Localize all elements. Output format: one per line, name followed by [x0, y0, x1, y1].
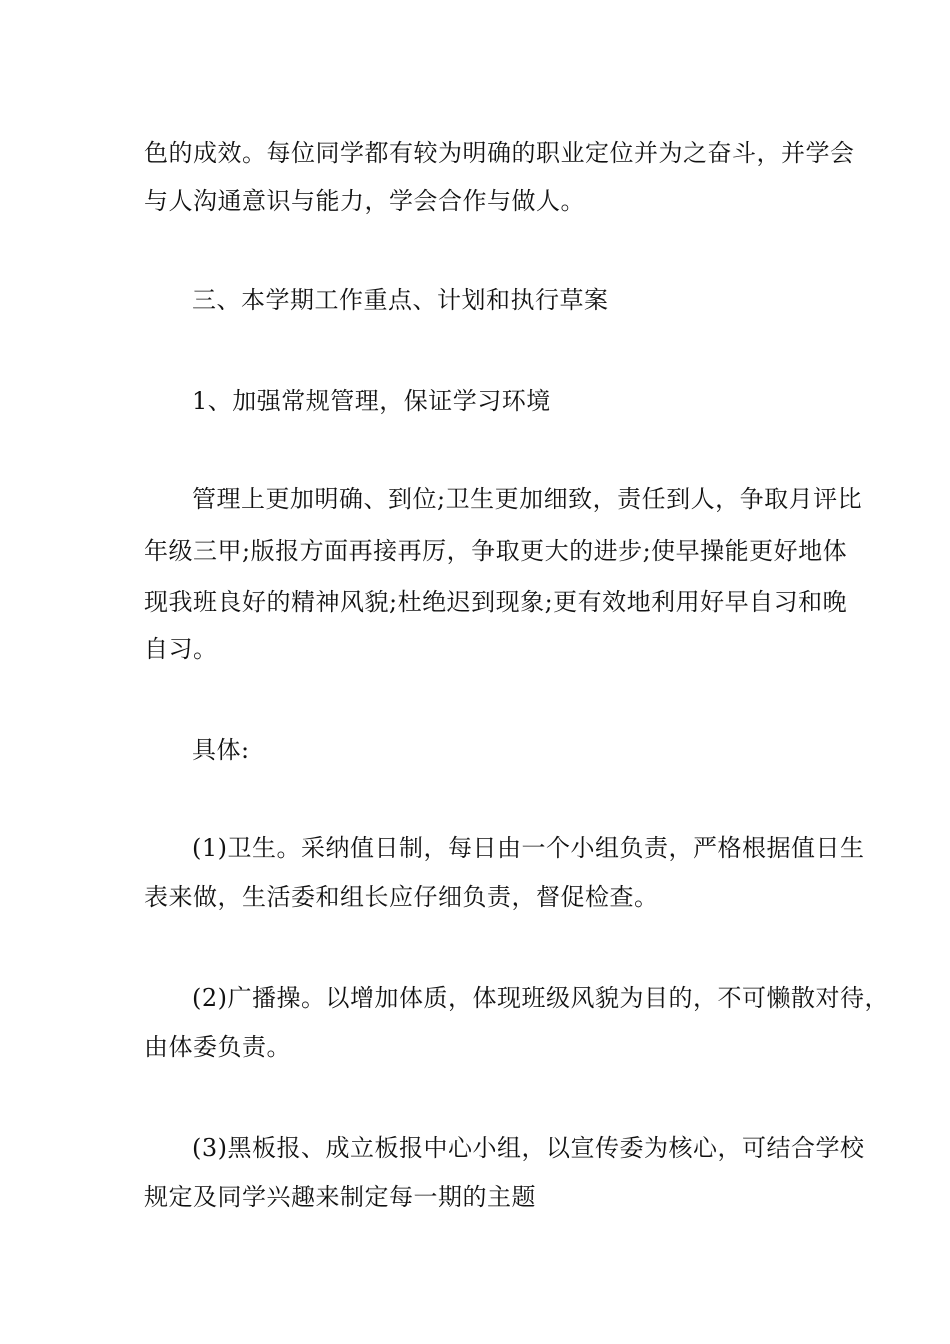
paragraph-line: 色的成效。每位同学都有较为明确的职业定位并为之奋斗，并学会	[144, 139, 855, 167]
list-item-line: 规定及同学兴趣来制定每一期的主题	[144, 1183, 536, 1211]
list-item-line: 由体委负责。	[144, 1033, 291, 1061]
list-item-line: (3)黑板报、成立板报中心小组，以宣传委为核心，可结合学校	[192, 1134, 865, 1162]
subsection-heading: 1、加强常规管理，保证学习环境	[192, 387, 551, 415]
paragraph-line: 自习。	[144, 635, 218, 663]
paragraph-line: 与人沟通意识与能力，学会合作与做人。	[144, 187, 585, 215]
list-item-line: (1)卫生。采纳值日制，每日由一个小组负责，严格根据值日生	[192, 834, 865, 862]
section-heading: 三、本学期工作重点、计划和执行草案	[192, 286, 609, 314]
paragraph-line: 年级三甲;版报方面再接再厉，争取更大的进步;使早操能更好地体	[144, 537, 848, 565]
paragraph-line: 具体:	[192, 736, 250, 764]
list-item-line: (2)广播操。以增加体质，体现班级风貌为目的，不可懒散对待，	[192, 984, 889, 1012]
list-item-line: 表来做，生活委和组长应仔细负责，督促检查。	[144, 883, 659, 911]
paragraph-line: 现我班良好的精神风貌;杜绝迟到现象;更有效地利用好早自习和晚	[144, 588, 848, 616]
paragraph-line: 管理上更加明确、到位;卫生更加细致，责任到人，争取月评比	[192, 485, 863, 513]
